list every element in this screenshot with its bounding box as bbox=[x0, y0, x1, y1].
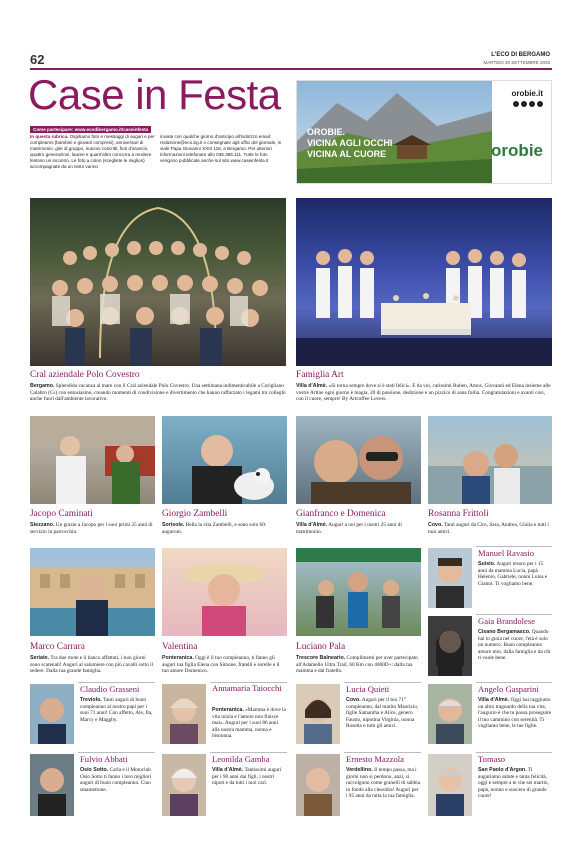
divider bbox=[78, 752, 155, 753]
section-title: Case in Festa bbox=[28, 71, 281, 118]
youtube-icon[interactable] bbox=[529, 101, 535, 107]
text-gianfranco: Villa d'Almè. Auguri a noi per i nostri 25 anni di matrimonio. bbox=[296, 522, 402, 535]
photo-polo-covestro bbox=[30, 198, 286, 366]
text-jacopo: Stezzano. Un grazie a Jacopo per i suoi primi 25 anni di servizio in parrocchia. bbox=[30, 522, 153, 535]
title-fulvio: Fulvio Abbati bbox=[80, 754, 128, 764]
title-ernesto: Ernesto Mazzola bbox=[346, 754, 404, 764]
photo-ernesto-mazzola bbox=[296, 754, 340, 816]
intro-text: Ospitiamo foto e messaggi di auguri e per compleanni (bambini e giovani compresi), anniversari di matrimonio, gite di gruppo, riunioni coscritti, fiori d'arancio, quattro generazioni, lauree e quant'altro concorra a rendere festoso un incontro. Le foto a colori (scegliete le migliori) accompagnate da un testo vanno bbox=[30, 134, 155, 169]
ad-logo[interactable]: orobie bbox=[491, 141, 543, 160]
title-rosanna: Rosanna Frittoli bbox=[428, 509, 489, 519]
text-art: Villa d'Almè. «Si torna sempre dove si è stati felici». E da voi, carissimi Ruben, Amos, Giovanni ed Elena insieme alle vostre Artine ogni giorno è magia, 20 di passione, dedizione e un pizzico di sana follia. Congratulazioni e avanti così, con il cuore, sempre! By Artcoffee Lovers. bbox=[296, 383, 551, 403]
ad-social-icons bbox=[513, 101, 543, 107]
divider bbox=[210, 752, 287, 753]
photo-famiglia-art bbox=[296, 198, 552, 366]
title-marco: Marco Carrara bbox=[30, 642, 85, 652]
photo-luciano-pala bbox=[296, 548, 421, 636]
divider bbox=[78, 682, 155, 683]
title-giorgio: Giorgio Zambelli bbox=[162, 509, 228, 519]
photo-tomaso bbox=[428, 754, 472, 816]
page-number: 62 bbox=[30, 52, 45, 67]
photo-lucia-quieti bbox=[296, 684, 340, 744]
text-annamaria: Ponteranica. «Mamma è dove la vita inizia e l'amore non finisce mai». Auguri per i suoi 86 anni alla nostra mamma, nonna e bisnonna. bbox=[212, 707, 286, 740]
orobie-ad[interactable] bbox=[296, 80, 552, 184]
divider bbox=[476, 546, 552, 547]
title-art: Famiglia Art bbox=[296, 370, 344, 380]
title-manuel: Manuel Ravasio bbox=[478, 548, 535, 558]
text-rosanna: Covo. Tanti auguri da Ciro, Sara, Andrea, Giulia e tutti i tuoi amici. bbox=[428, 522, 549, 535]
photo-jacopo-caminati bbox=[30, 416, 155, 504]
photo-gianfranco-domenica bbox=[296, 416, 421, 504]
photo-gaia-brandolese bbox=[428, 616, 472, 676]
participate-label[interactable]: Come partecipare: www.ecodibergamo.it/caseinfesta bbox=[30, 126, 151, 133]
instagram-icon[interactable] bbox=[521, 101, 527, 107]
photo-giorgio-zambelli bbox=[162, 416, 287, 504]
ad-headline-1: OROBIE. bbox=[307, 127, 346, 137]
ad-headline-3: VICINA AL CUORE bbox=[307, 149, 387, 159]
text-polo: Bergamo. Splendida vacanza al mare con il Cral aziendale Polo Covestro. Una settimana indimenticabile a Corigliano Calabro (Cs) con entusiasmo, creando momenti di condivisione e divertimento che hanno rafforzato i legami tra colleghi anche fuori dall'ambiente lavorativo. bbox=[30, 383, 286, 403]
intro-column-2: inviate con qualche giorno d'anticipo all'indirizzo email: redazione@eco.bg.it o consegnate agli uffici del giornale, in viale Papa Giovanni XXIII 118, a Bergamo. Per ulteriori informazioni telefonare allo 035.386.111. Tutte le foto vengono pubblicate anche sul sito www.caseinfesta.it bbox=[160, 134, 282, 163]
photo-manuel-ravasio bbox=[428, 548, 472, 608]
ad-headline-2: VICINA AGLI OCCHI bbox=[307, 138, 393, 148]
photo-claudio-grasseni bbox=[30, 684, 74, 744]
text-marco: Seriate. Tra due mote e il banco affettati, i tuoi giorni sono scatenati! Auguri al salumiere con più cavalli sotto il sedere. Dalla tua grande famiglia. bbox=[30, 655, 154, 675]
ad-brand-url[interactable]: orobie.it bbox=[511, 89, 543, 98]
divider bbox=[344, 682, 421, 683]
photo-valentina bbox=[162, 548, 287, 636]
divider bbox=[476, 614, 552, 615]
text-tomaso: San Paolo d'Argon. Ti auguriamo salute e tanta felicità, oggi e sempre a te che sei marito, papà, nonno e suocero di grande cuore! bbox=[478, 767, 549, 800]
text-manuel: Suisio. Auguri tesoro per i 15 anni da mamma Lucia, papà Helenio, Gabriele, nonni Luisa e Gianni. Ti vogliamo bene. bbox=[478, 561, 548, 587]
title-angelo: Angelo Gasparini bbox=[478, 684, 539, 694]
photo-fulvio-abbati bbox=[30, 754, 74, 816]
title-valentina: Valentina bbox=[162, 642, 198, 652]
title-gaia: Gaia Brandolese bbox=[478, 616, 536, 626]
title-gianfranco: Gianfranco e Domenica bbox=[296, 509, 386, 519]
text-fulvio: Osio Sotto. Carla e il Motoclub Osio Sotto ti fanno i loro migliori auguri di buon compleanno. Ciao smamettone. bbox=[80, 767, 152, 793]
photo-angelo-gasparini bbox=[428, 684, 472, 744]
text-leonilda: Villa d'Almè. Tantissimi auguri per i 90 anni dai figli, i nostri nipoti e da tutti i tuoi cari. bbox=[212, 767, 282, 787]
text-valentina: Ponteranica. Oggi è il tuo compleanno, ti fanno gli auguri tua figlia Elena con Simone, fratelli e sorelle e il tuo amore Domenico. bbox=[162, 655, 280, 675]
divider bbox=[476, 752, 552, 753]
title-leonilda: Leonilda Gamba bbox=[212, 754, 270, 764]
header-rule bbox=[30, 68, 552, 70]
photo-rosanna-frittoli bbox=[428, 416, 552, 504]
intro-column-1 bbox=[30, 134, 155, 170]
title-polo: Cral aziendale Polo Covestro bbox=[30, 370, 140, 380]
text-claudio: Treviolo. Tanti auguri di buon compleanno al nostro papi per i suoi 71 anni! Con affetto, Ale, Ila, Marcy e Maggby. bbox=[80, 697, 153, 723]
photo-leonilda-gamba bbox=[162, 754, 206, 816]
text-gaia: Cisano Bergamasco. Quando hai lo gioia nel cuore, l'età è solo un numero. Buon compleanno amore mio, dalla famiglia e da chi ti vuole bene. bbox=[478, 629, 551, 662]
divider bbox=[476, 682, 552, 683]
text-ernesto: Verdellino. Il tempo passa, ma i giorni non si perdono, anzi, si raccolgono come granelli di sabbia in fondo alla clessidra! Auguri per i 95 anni da tutta la tua famiglia. bbox=[346, 767, 421, 800]
intro-lead: In questa rubrica. bbox=[30, 134, 69, 139]
x-icon[interactable] bbox=[537, 101, 543, 107]
title-tomaso: Tomaso bbox=[478, 754, 506, 764]
title-luciano: Luciano Pala bbox=[296, 642, 346, 652]
title-claudio: Claudio Grasseni bbox=[80, 684, 140, 694]
divider bbox=[344, 752, 421, 753]
title-annamaria: Annamaria Taiocchi bbox=[212, 683, 282, 693]
text-luciano: Trescore Balneario. Complimenti per aver partecipato all'Adamello Ultra Trail, 60 Km con 4000D+: dalla tua mamma e dal fratello. bbox=[296, 655, 418, 675]
facebook-icon[interactable] bbox=[513, 101, 519, 107]
title-lucia: Lucia Quieti bbox=[346, 684, 390, 694]
text-giorgio: Sorisole. Bella la vita Zambelli, e sono solo 60: auguroni. bbox=[162, 522, 267, 535]
title-jacopo: Jacopo Caminati bbox=[30, 509, 93, 519]
text-angelo: Villa d'Almè. Oggi hai raggiunto un altro traguardo della tua vita, l'augurio è che tu possa proseguire il tuo cammino con serenità. Ti vogliamo bene, le tue figlie. bbox=[478, 697, 552, 730]
photo-annamaria-taiocchi bbox=[162, 684, 206, 744]
photo-marco-carrara bbox=[30, 548, 155, 636]
text-lucia: Covo. Auguri per il tuo 71° compleanno, dal marito Maurizio, figlie Samantha e Alice, genero Fausto, nipotina Virginia, nonna Rosetta e tutti gli amici. bbox=[346, 697, 419, 730]
issue-date: MARTEDÌ 30 SETTEMBRE 2025 bbox=[483, 60, 550, 65]
newspaper-name: L'ECO DI BERGAMO bbox=[491, 52, 550, 58]
